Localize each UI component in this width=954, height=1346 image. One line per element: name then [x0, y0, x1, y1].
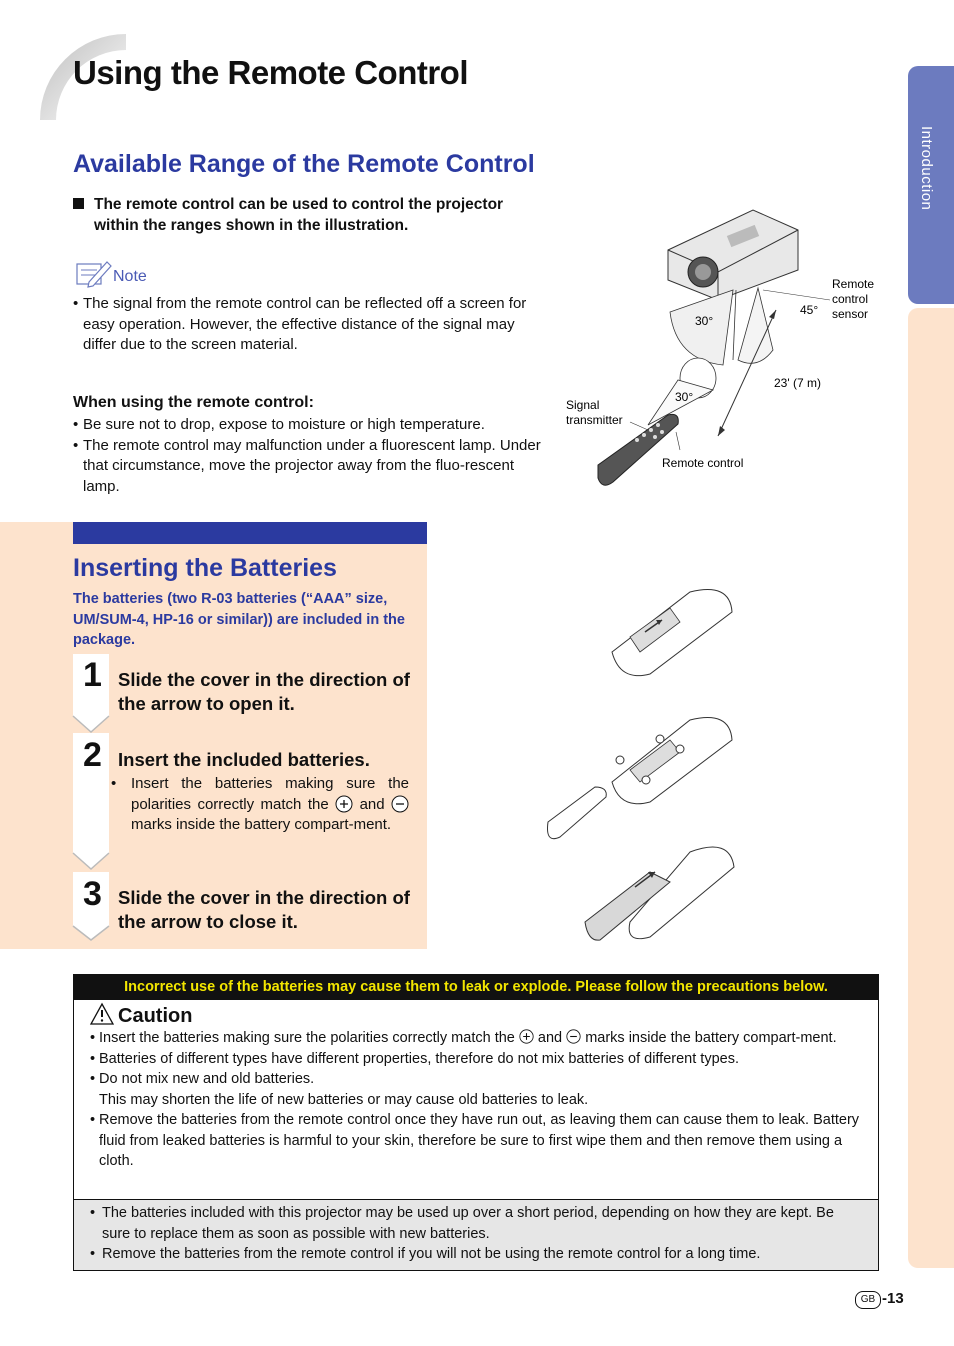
range-intro: [73, 194, 566, 236]
angle-45-label: 45°: [800, 303, 819, 317]
square-bullet-icon: [73, 198, 84, 209]
step-2-text: [121, 774, 409, 836]
note-pencil-icon: [75, 258, 113, 290]
sensor-label-line-2: control: [832, 292, 869, 306]
page-number: [855, 1290, 904, 1309]
caution-item-1-part-b: and: [537, 1030, 563, 1046]
page-title: Using the Remote Control: [73, 54, 469, 91]
caution-title-text: Caution: [118, 1005, 193, 1027]
note-bullet-list: [73, 294, 551, 356]
step-2-text-part-b: and: [359, 795, 385, 813]
signal-label-line-1: Signal: [566, 398, 600, 412]
caution-banner: Incorrect use of the batteries may cause them to leak or explode. Please follow the precautions below.: [74, 975, 878, 1000]
section-tab-label: Introduction: [918, 126, 935, 211]
remote-control-label: Remote control: [662, 456, 744, 470]
step-2-title: Insert the included batteries.: [118, 749, 370, 770]
list-item: • Remove the batteries from the remote control once they have run out, as leaving them can cause them to leak. Battery fluid from leaked batteries is harmful to your skin, therefore be sure to first wipe them and then remove them using a cloth.: [90, 1110, 866, 1172]
caution-title: [90, 1003, 192, 1028]
signal-label-line-2: transmitter: [566, 413, 623, 427]
step-1-title: Slide the cover in the direction of the arrow to open it.: [118, 669, 410, 714]
caution-item-3-line-2: This may shorten the life of new batteries or may cause old batteries to leak.: [99, 1091, 589, 1108]
sensor-label-line-3: sensor: [832, 307, 869, 321]
remote-open-cover-image: [612, 590, 732, 676]
caution-item-3-line-1: • Do not mix new and old batteries.: [99, 1071, 315, 1087]
battery-insertion-illustration: [540, 582, 750, 952]
step-2-number: 2: [83, 736, 102, 774]
note-header: [75, 258, 185, 290]
range-intro-line-1: The remote control can be used to control the projector: [94, 196, 504, 213]
usage-heading: When using the remote control:: [73, 394, 314, 411]
step-3-number: 3: [83, 875, 102, 913]
warning-triangle-icon: [90, 1003, 114, 1025]
caution-item-1-part-a: Insert the batteries making sure the polarities correctly match the: [99, 1030, 515, 1046]
list-item: [90, 1069, 866, 1110]
batteries-header-bar: [73, 522, 427, 544]
sensor-label-line-1: Remote: [832, 277, 875, 291]
plus-symbol-icon: [519, 1029, 534, 1044]
note-label: Note: [113, 268, 147, 285]
batteries-intro: The batteries (two R-03 batteries (“AAA” size, UM/SUM-4, HP-16 or similar)) are included in the package.: [73, 591, 405, 648]
list-item: [90, 1028, 866, 1049]
usage-bullet-list: [73, 415, 551, 497]
section-tab-introduction[interactable]: [908, 66, 954, 304]
list-item: • The remote control may malfunction under a fluorescent lamp. Under that circumstance, move the projector away from the fluo-rescent lamp.: [73, 436, 551, 498]
list-item: • The signal from the remote control can be reflected off a screen for easy operation. However, the effective distance of the signal may differ due to the screen material.: [73, 294, 551, 356]
minus-symbol-icon: [566, 1029, 581, 1044]
list-item: • Batteries of different types have different properties, therefore do not mix batteries of different types.: [90, 1049, 866, 1070]
list-item: • Remove the batteries from the remote control if you will not be using the remote control for a long time.: [90, 1244, 866, 1265]
minus-symbol-icon: [391, 795, 409, 813]
side-strip: [908, 308, 954, 1268]
angle-30-top-label: 30°: [695, 314, 714, 328]
caution-extra-list: [90, 1203, 866, 1265]
caution-bullet-list: [90, 1028, 866, 1172]
step-2-text-part-c: marks inside the battery compart-ment.: [131, 816, 392, 833]
plus-symbol-icon: [335, 795, 353, 813]
remote-close-cover-image: [585, 847, 734, 940]
page-number-text: -13: [882, 1290, 904, 1307]
projector-image: [668, 210, 798, 300]
list-item: • Be sure not to drop, expose to moisture or high temperature.: [73, 415, 551, 436]
region-badge: GB: [855, 1291, 881, 1309]
remote-batteries-image: [548, 718, 733, 839]
angle-30-bottom-label: 30°: [675, 390, 694, 404]
step-3-title: Slide the cover in the direction of the arrow to close it.: [118, 887, 410, 932]
caution-item-1-part-c: marks inside the battery compart-ment.: [585, 1030, 837, 1046]
batteries-heading: Inserting the Batteries: [73, 554, 337, 582]
batteries-panel: [0, 522, 427, 949]
range-illustration: [558, 200, 875, 490]
range-heading: Available Range of the Remote Control: [73, 150, 535, 178]
range-intro-line-2: within the ranges shown in the illustration.: [94, 217, 409, 234]
step-1-number: 1: [83, 656, 102, 694]
step-2-text-part-a: Insert the batteries making sure the polarities correctly match the: [131, 775, 409, 813]
list-item: • The batteries included with this projector may be used up over a short period, depending on how they are kept. Be sure to replace them as soon as possible with new batteries.: [90, 1203, 866, 1244]
distance-label: 23' (7 m): [774, 376, 821, 390]
